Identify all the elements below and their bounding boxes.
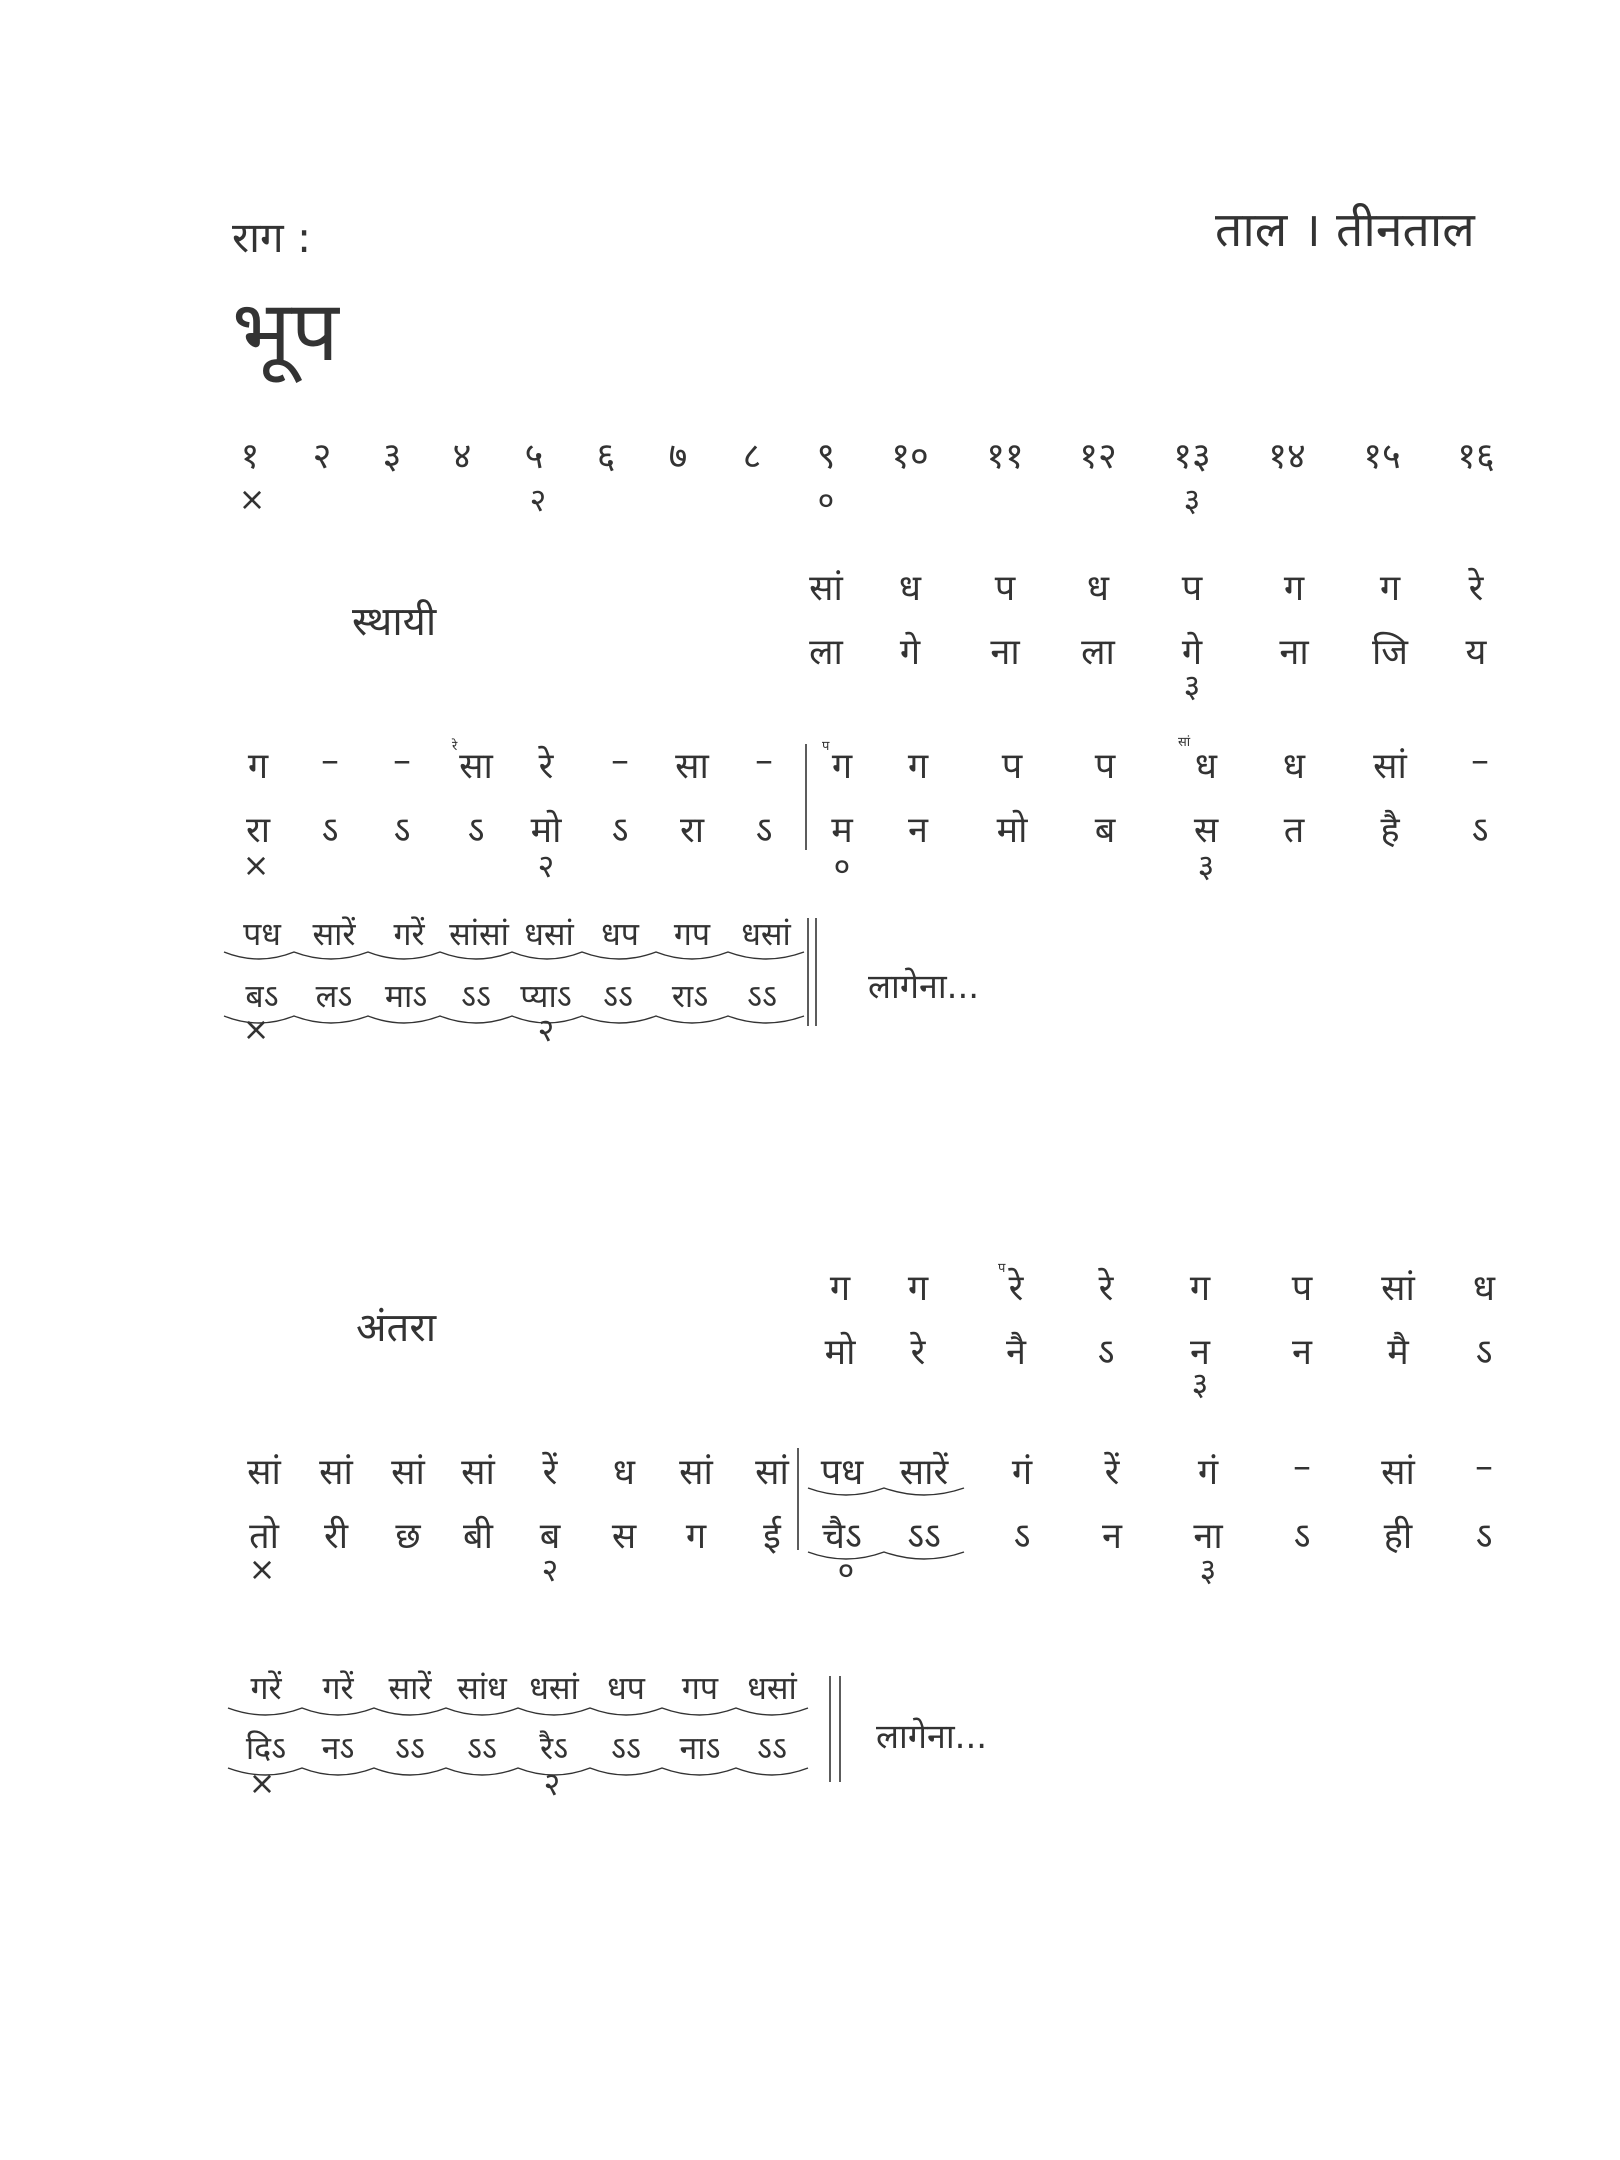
swar-note: ग xyxy=(1379,568,1401,609)
bol-syllable: स xyxy=(611,1516,637,1557)
bol-syllable: ऽ xyxy=(1471,810,1489,851)
swar-note: – xyxy=(321,740,339,781)
swar-note: सा xyxy=(675,746,709,787)
beat-number: ३ xyxy=(382,436,402,477)
swar-note: गं xyxy=(1011,1452,1033,1493)
swar-note: ग xyxy=(907,1268,929,1309)
kan-swar: सां xyxy=(1178,735,1191,750)
taan-swar: धसां xyxy=(524,915,574,953)
swar-note: प xyxy=(1291,1268,1313,1309)
swar-note: सां xyxy=(809,568,843,609)
swar-note: गं xyxy=(1197,1452,1219,1493)
swar-note: सां xyxy=(1373,746,1407,787)
taan-swar: गप xyxy=(673,915,711,953)
swar-note: ग xyxy=(247,746,269,787)
beat-number: १६ xyxy=(1457,436,1495,477)
swar-note: ग xyxy=(831,746,853,787)
sam-mark: × xyxy=(248,1550,276,1588)
taan-bol: ऽऽ xyxy=(467,1729,497,1767)
bol-syllable: चैऽ xyxy=(822,1516,862,1557)
swar-note: सां xyxy=(247,1452,281,1493)
swar-note: ग xyxy=(1189,1268,1211,1309)
beat-number: १३ xyxy=(1173,436,1211,477)
bol-syllable: बी xyxy=(463,1516,493,1557)
taali-mark: २ xyxy=(541,1551,559,1589)
taali-mark: २ xyxy=(537,1011,555,1049)
bol-syllable: री xyxy=(323,1516,349,1557)
taan-bol: लऽ xyxy=(315,977,353,1015)
bol-syllable: ई xyxy=(763,1516,781,1557)
taali-mark: २ xyxy=(537,847,555,885)
taan-swar: पध xyxy=(243,915,281,953)
swar-note: प xyxy=(1001,746,1023,787)
swar-note: सां xyxy=(1381,1452,1415,1493)
raag-name: भूप xyxy=(232,282,339,380)
taan-swar: सांसां xyxy=(449,915,509,953)
beat-number: ४ xyxy=(452,436,472,477)
taali-mark: २ xyxy=(529,481,547,519)
swar-note: रें xyxy=(542,1452,558,1493)
swar-note: ध xyxy=(1282,746,1306,787)
bol-syllable: तो xyxy=(249,1516,279,1557)
bol-syllable: जि xyxy=(1371,632,1409,673)
swar-note: सा xyxy=(459,746,493,787)
bol-syllable: मै xyxy=(1387,1332,1409,1373)
swar-note: सां xyxy=(391,1452,425,1493)
swar-note: सारें xyxy=(899,1452,949,1493)
swar-note: सां xyxy=(755,1452,789,1493)
swar-note: रें xyxy=(1104,1452,1120,1493)
bol-syllable: ला xyxy=(809,632,843,673)
taan-slur xyxy=(224,952,804,959)
bol-syllable: ऽ xyxy=(467,810,485,851)
khali-mark: ० xyxy=(837,1551,855,1589)
section-label: स्थायी xyxy=(352,599,437,645)
swar-note: ग xyxy=(829,1268,851,1309)
swar-note: प xyxy=(994,568,1016,609)
bol-syllable: ना xyxy=(1279,632,1309,673)
swar-note: – xyxy=(1293,1446,1311,1487)
swar-note: – xyxy=(1475,1446,1493,1487)
taan-bol: नऽ xyxy=(321,1729,355,1767)
section-label: अंतरा xyxy=(356,1305,437,1351)
bol-syllable: ला xyxy=(1081,632,1115,673)
bol-syllable: ऽ xyxy=(1097,1332,1115,1373)
bol-syllable: ब xyxy=(539,1516,561,1557)
taan-bol: ऽऽ xyxy=(611,1729,641,1767)
taali-mark: ३ xyxy=(1183,667,1201,705)
sam-mark: × xyxy=(242,846,270,884)
raag-label: राग : xyxy=(232,213,312,262)
sam-mark: × xyxy=(238,480,266,518)
taan-swar: धप xyxy=(601,915,639,953)
swar-note: सां xyxy=(319,1452,353,1493)
end-text: लागेना... xyxy=(868,967,980,1007)
taan-slur xyxy=(224,1016,804,1023)
swar-note: पध xyxy=(820,1452,864,1493)
bol-syllable: त xyxy=(1283,810,1305,851)
swar-note: प xyxy=(1094,746,1116,787)
taali-mark: ३ xyxy=(1191,1365,1209,1403)
bol-syllable: ऽ xyxy=(755,810,773,851)
taan-bol: ऽऽ xyxy=(461,977,491,1015)
taan-bol: ऽऽ xyxy=(395,1729,425,1767)
taan-bol: प्याऽ xyxy=(520,977,572,1015)
beat-number: १२ xyxy=(1079,436,1117,477)
taali-mark: ३ xyxy=(1199,1551,1217,1589)
taan-bol: बऽ xyxy=(245,977,279,1015)
bol-syllable: म xyxy=(831,810,853,851)
swar-note: ध xyxy=(612,1452,636,1493)
taan-swar: सांध xyxy=(457,1669,507,1707)
swar-note: – xyxy=(755,740,773,781)
beat-number: ६ xyxy=(596,436,616,477)
swar-note: रे xyxy=(538,746,554,787)
swar-note: रे xyxy=(1008,1268,1024,1309)
swar-note: – xyxy=(393,740,411,781)
beat-number: ९ xyxy=(816,436,836,477)
kan-swar: प xyxy=(998,1261,1006,1276)
khali-mark: ० xyxy=(833,847,851,885)
taan-swar: सारें xyxy=(388,1669,432,1707)
bol-syllable: गे xyxy=(899,632,921,673)
taan-swar: धप xyxy=(607,1669,645,1707)
swar-note: ध xyxy=(1086,568,1110,609)
taan-slur xyxy=(228,1768,808,1775)
taan-slur xyxy=(228,1708,808,1715)
swar-note: ध xyxy=(1194,746,1218,787)
taan-bol: नाऽ xyxy=(679,1729,721,1767)
sam-mark: × xyxy=(242,1010,270,1048)
bol-syllable: ग xyxy=(685,1516,707,1557)
bol-syllable: ना xyxy=(1193,1516,1223,1557)
kan-swar: प xyxy=(822,739,830,754)
taan-swar: धसां xyxy=(741,915,791,953)
swar-note: ध xyxy=(898,568,922,609)
bol-syllable: ऽ xyxy=(393,810,411,851)
swar-note: सां xyxy=(1381,1268,1415,1309)
swar-note: ग xyxy=(907,746,929,787)
taan-swar: गरें xyxy=(322,1669,354,1707)
beat-number: १ xyxy=(240,436,260,477)
bol-syllable: रा xyxy=(679,810,705,851)
bol-syllable: नै xyxy=(1006,1332,1026,1373)
bol-syllable: मो xyxy=(824,1332,856,1373)
swar-note: ध xyxy=(1472,1268,1496,1309)
beat-number: ७ xyxy=(668,436,688,477)
taan-swar: गप xyxy=(681,1669,719,1707)
taali-mark: २ xyxy=(543,1765,561,1803)
end-text: लागेना... xyxy=(876,1717,988,1757)
swar-note: – xyxy=(611,740,629,781)
bol-syllable: मो xyxy=(530,810,562,851)
bol-syllable: न xyxy=(1292,1332,1312,1373)
bol-syllable: ऽ xyxy=(611,810,629,851)
swar-note: सां xyxy=(679,1452,713,1493)
taan-swar: धसां xyxy=(529,1669,579,1707)
taan-bol: रैऽ xyxy=(539,1729,569,1767)
bol-syllable: है xyxy=(1380,810,1400,851)
bol-syllable: मो xyxy=(996,810,1028,851)
bol-syllable: य xyxy=(1465,632,1487,673)
bol-syllable: ऽ xyxy=(1013,1516,1031,1557)
bol-syllable: ऽ xyxy=(1293,1516,1311,1557)
taan-bol: ऽऽ xyxy=(603,977,633,1015)
beat-number: १० xyxy=(891,436,929,477)
taan-bol: ऽऽ xyxy=(747,977,777,1015)
taan-swar: गरें xyxy=(393,915,425,953)
taan-bol: माऽ xyxy=(384,977,428,1015)
beat-number: ८ xyxy=(742,436,762,477)
bol-syllable: ऽऽ xyxy=(907,1516,941,1557)
taan-bol: ऽऽ xyxy=(757,1729,787,1767)
swar-note: ग xyxy=(1283,568,1305,609)
swar-note: – xyxy=(1471,740,1489,781)
swar-note: रे xyxy=(1098,1268,1114,1309)
bol-syllable: ब xyxy=(1094,810,1116,851)
bol-syllable: छ xyxy=(395,1516,421,1557)
sam-mark: × xyxy=(248,1764,276,1802)
swar-note: रे xyxy=(1468,568,1484,609)
taan-swar: सारें xyxy=(312,915,356,953)
bol-syllable: रे xyxy=(910,1332,926,1373)
taan-bol: राऽ xyxy=(671,977,709,1015)
bol-syllable: गे xyxy=(1181,632,1203,673)
beat-number: १५ xyxy=(1363,436,1401,477)
bol-syllable: ऽ xyxy=(1475,1332,1493,1373)
swar-note: प xyxy=(1181,568,1203,609)
bol-syllable: ऽ xyxy=(1475,1516,1493,1557)
khali-mark: ० xyxy=(817,481,835,519)
bol-syllable: न xyxy=(908,810,928,851)
bol-syllable: ही xyxy=(1383,1516,1413,1557)
beat-number: १४ xyxy=(1268,436,1306,477)
taali-mark: ३ xyxy=(1183,481,1201,519)
kan-swar: रे xyxy=(452,739,458,754)
taan-swar: गरें xyxy=(250,1669,282,1707)
beat-number: ११ xyxy=(986,436,1024,477)
beat-number: २ xyxy=(312,436,332,477)
bol-syllable: स xyxy=(1193,810,1219,851)
taal-name: ताल । तीनताल xyxy=(1215,202,1475,258)
taan-bol: दिऽ xyxy=(245,1729,287,1767)
taali-mark: ३ xyxy=(1197,847,1215,885)
bol-syllable: न xyxy=(1190,1332,1210,1373)
bol-syllable: रा xyxy=(245,810,271,851)
bol-syllable: ना xyxy=(990,632,1020,673)
beat-number: ५ xyxy=(524,436,544,477)
taan-swar: धसां xyxy=(747,1669,797,1707)
bol-syllable: न xyxy=(1102,1516,1122,1557)
bol-syllable: ऽ xyxy=(321,810,339,851)
swar-note: सां xyxy=(461,1452,495,1493)
